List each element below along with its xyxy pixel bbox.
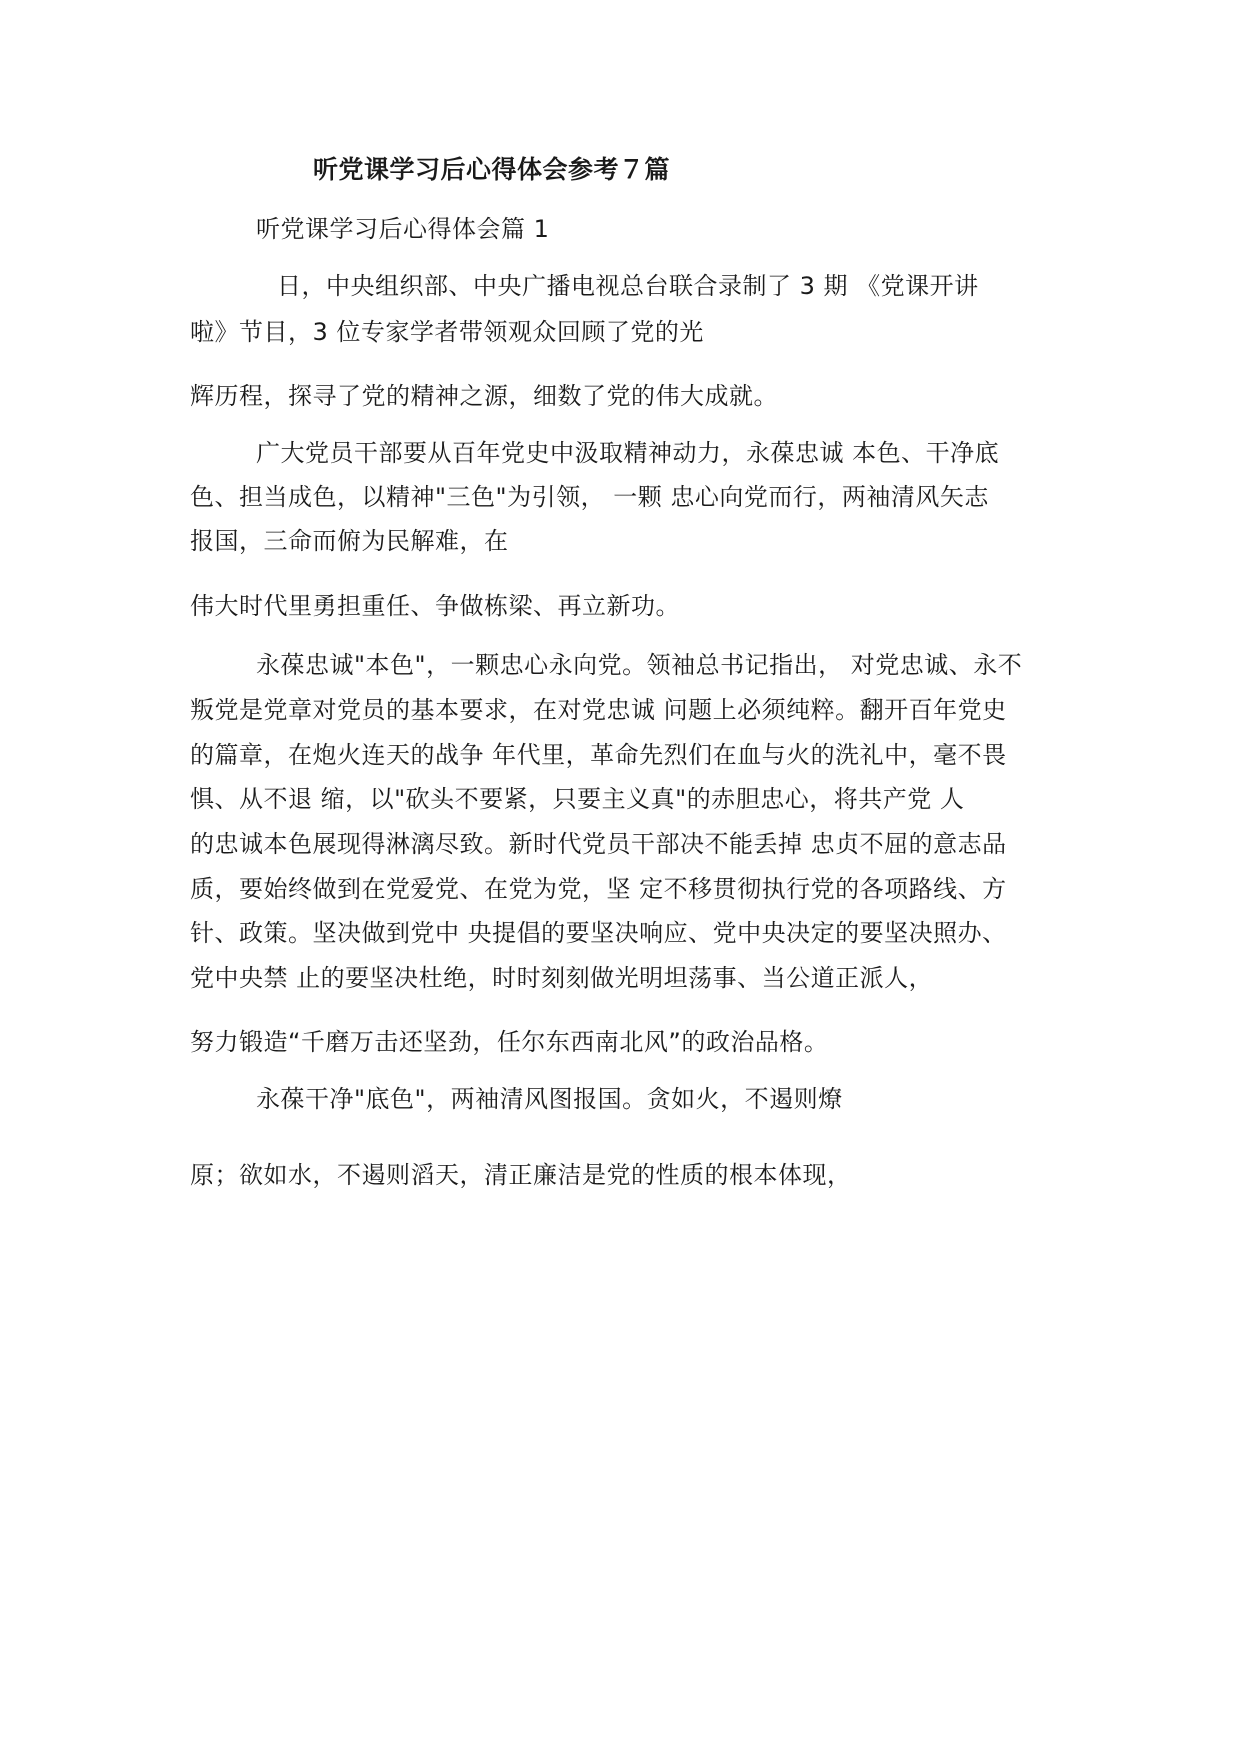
paragraph-line: 的篇章，在炮火连天的战争 年代里，革命先烈们在血与火的洗礼中，毫不畏 <box>190 741 1007 769</box>
paragraph-line: 党中央禁 止的要坚决杜绝，时时刻刻做光明坦荡事、当公道正派人， <box>190 964 934 992</box>
paragraph-line: 永葆干净"底色"，两袖清风图报国。贪如火，不遏则燎 <box>256 1085 843 1113</box>
paragraph-line: 永葆忠诚"本色"，一颗忠心永向党。领袖总书记指出， 对党忠诚、永不 <box>256 651 1023 679</box>
paragraph-line: 的忠诚本色展现得淋漓尽致。新时代党员干部决不能丢掉 忠贞不屈的意志品 <box>190 830 1007 858</box>
document-title: 听党课学习后心得体会参考７篇 <box>313 155 671 184</box>
paragraph-line: 质，要始终做到在党爱党、在党为党，坚 定不移贯彻执行党的各项路线、方 <box>190 875 1007 903</box>
paragraph-line: 辉历程，探寻了党的精神之源，细数了党的伟大成就。 <box>190 382 778 410</box>
section-heading: 听党课学习后心得体会篇 1 <box>256 215 550 243</box>
paragraph-line: 叛党是党章对党员的基本要求，在对党忠诚 问题上必须纯粹。翻开百年党史 <box>190 696 1007 724</box>
paragraph-line: 啦》节目，3 位专家学者带领观众回顾了党的光 <box>190 318 704 346</box>
paragraph-line: 惧、从不退 缩，以"砍头不要紧，只要主义真"的赤胆忠心，将共产党 人 <box>190 785 965 813</box>
paragraph-line: 原；欲如水，不遏则滔天，清正廉洁是党的性质的根本体现， <box>190 1161 852 1189</box>
paragraph-line: 努力锻造“千磨万击还坚劲，任尔东西南北风”的政治品格。 <box>190 1028 829 1056</box>
paragraph-line: 日，中央组织部、中央广播电视总台联合录制了 3 期 《党课开讲 <box>277 272 979 300</box>
paragraph-line: 报国，三命而俯为民解难，在 <box>190 527 509 555</box>
paragraph-line: 色、担当成色，以精神"三色"为引领， 一颗 忠心向党而行，两袖清风矢志 <box>190 483 989 511</box>
paragraph-line: 广大党员干部要从百年党史中汲取精神动力，永葆忠诚 本色、干净底 <box>256 439 1000 467</box>
paragraph-line: 针、政策。坚决做到党中 央提倡的要坚决响应、党中央决定的要坚决照办、 <box>190 919 1007 947</box>
paragraph-line: 伟大时代里勇担重任、争做栋梁、再立新功。 <box>190 592 680 620</box>
